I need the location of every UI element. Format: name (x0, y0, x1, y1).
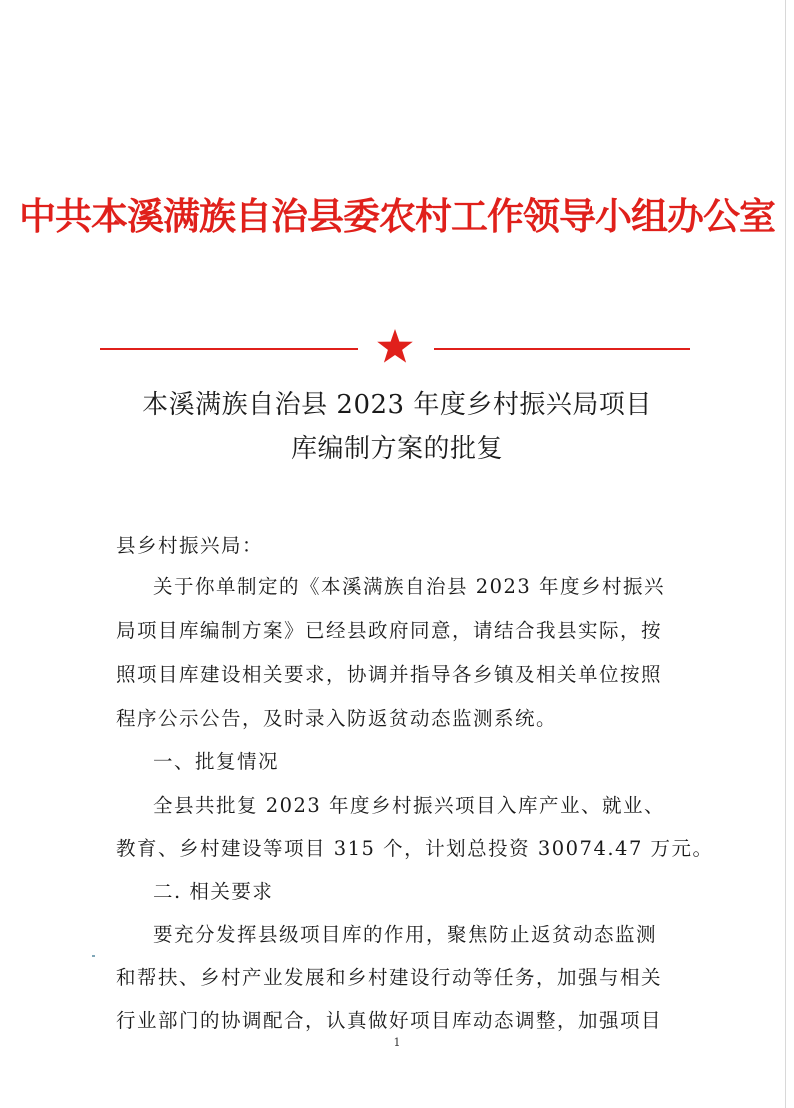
body-line-4: 程序公示公告，及时录入防返贫动态监测系统。 (116, 707, 558, 730)
document-title-line-2: 库编制方案的批复 (290, 434, 503, 464)
scan-edge-line (785, 0, 786, 1108)
body-line-3: 照项目库建设相关要求，协调并指导各乡镇及相关单位按照 (116, 663, 663, 686)
body-line-6: 全县共批复 2023 年度乡村振兴项目入库产业、就业、 (153, 794, 666, 817)
body-line-10: 和帮扶、乡村产业发展和乡村建设行动等任务，加强与相关 (116, 966, 663, 989)
document-title-line-1: 本溪满族自治县 2023 年度乡村振兴局项目 (142, 390, 652, 420)
scan-speck (92, 955, 95, 957)
body-line-1: 关于你单制定的《本溪满族自治县 2023 年度乡村振兴 (153, 575, 666, 598)
divider-line-right (434, 348, 690, 350)
red-star-icon (376, 328, 414, 366)
body-line-7: 教育、乡村建设等项目 315 个，计划总投资 30074.47 万元。 (116, 837, 714, 860)
section-heading-approval: 一、批复情况 (153, 750, 280, 773)
divider-line-left (100, 348, 358, 350)
body-line-11: 行业部门的协调配合，认真做好项目库动态调整，加强项目 (116, 1009, 663, 1032)
red-header-divider (100, 326, 690, 366)
addressee: 县乡村振兴局： (116, 534, 264, 557)
body-line-9: 要充分发挥县级项目库的作用，聚焦防止返贫动态监测 (153, 923, 658, 946)
page-number: 1 (393, 1036, 401, 1049)
section-heading-requirements: 二. 相关要求 (153, 880, 274, 903)
body-line-2: 局项目库编制方案》已经县政府同意，请结合我县实际，按 (116, 619, 663, 642)
issuing-organization-header: 中共本溪满族自治县委农村工作领导小组办公室 (19, 195, 775, 238)
